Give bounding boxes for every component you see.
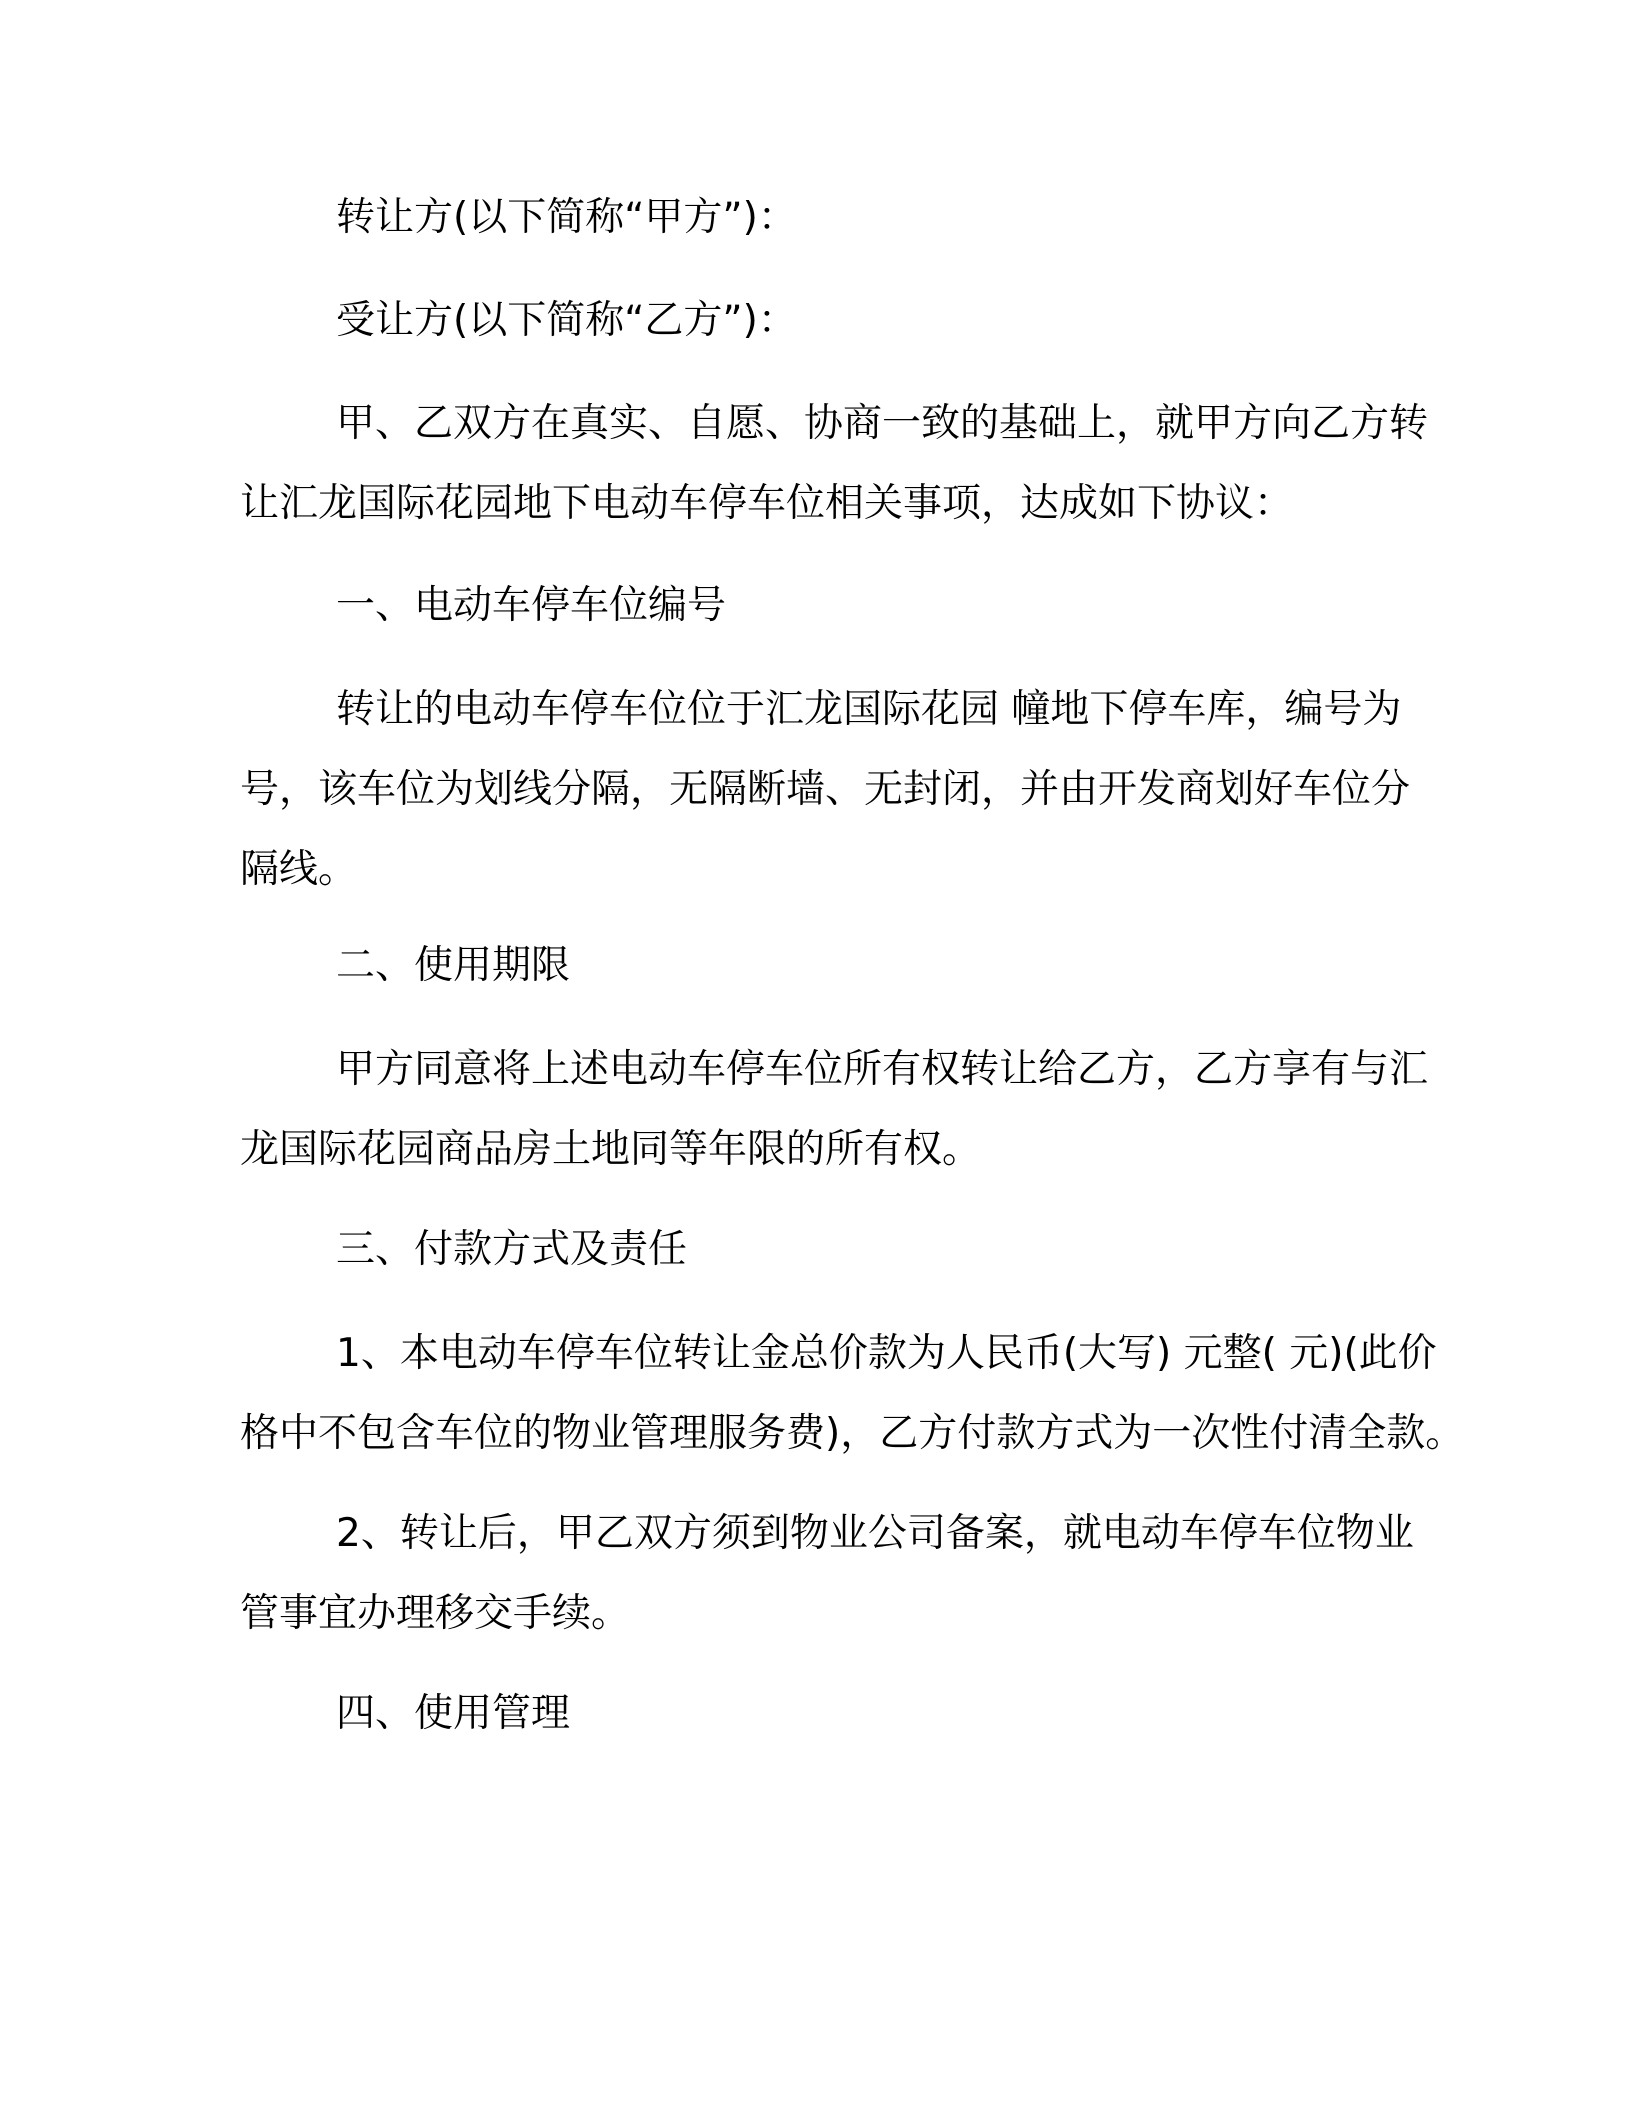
section-3-item-1 xyxy=(240,1314,1465,1474)
section-3-title-text: 三、付款方式及责任 xyxy=(336,1227,688,1272)
section-1-line: 转让的电动车停车位位于汇龙国际花园 幢地下停车库，编号为 xyxy=(336,687,1402,732)
section-1-title-text: 一、电动车停车位编号 xyxy=(336,583,727,628)
section-2-line: 甲方同意将上述电动车停车位所有权转让给乙方，乙方享有与汇 xyxy=(336,1047,1429,1092)
section-1-line: 隔线。 xyxy=(240,847,358,892)
section-4-title xyxy=(240,1674,1400,1754)
section-2-line: 龙国际花园商品房土地同等年限的所有权。 xyxy=(240,1127,982,1172)
transferor-line xyxy=(240,178,1400,258)
section-1-line: 号，该车位为划线分隔，无隔断墙、无封闭，并由开发商划好车位分 xyxy=(240,767,1411,812)
transferor-text: 转让方(以下简称“甲方”)： xyxy=(336,195,797,240)
section-3-item-1-line: 1、本电动车停车位转让金总价款为人民币(大写) 元整( 元)(此价 xyxy=(336,1331,1437,1376)
section-1-paragraph xyxy=(240,670,1411,910)
section-3-item-2-line: 管事宜办理移交手续。 xyxy=(240,1591,631,1636)
section-3-item-1-line: 格中不包含车位的物业管理服务费)，乙方付款方式为一次性付清全款。 xyxy=(240,1411,1465,1456)
section-4-title-text: 四、使用管理 xyxy=(336,1691,571,1736)
section-3-item-2 xyxy=(240,1494,1414,1654)
preamble-paragraph xyxy=(240,384,1429,544)
transferee-text: 受让方(以下简称“乙方”)： xyxy=(336,298,797,343)
preamble-line: 甲、乙双方在真实、自愿、协商一致的基础上，就甲方向乙方转 xyxy=(336,401,1429,446)
section-1-title xyxy=(240,566,1400,646)
preamble-line: 让汇龙国际花园地下电动车停车位相关事项，达成如下协议： xyxy=(240,481,1294,526)
section-3-item-2-line: 2、转让后，甲乙双方须到物业公司备案，就电动车停车位物业 xyxy=(336,1511,1414,1556)
section-2-title-text: 二、使用期限 xyxy=(336,943,571,988)
section-2-title xyxy=(240,926,1400,1006)
section-3-title xyxy=(240,1210,1400,1290)
transferee-line xyxy=(240,281,1400,361)
section-2-paragraph xyxy=(240,1030,1429,1190)
